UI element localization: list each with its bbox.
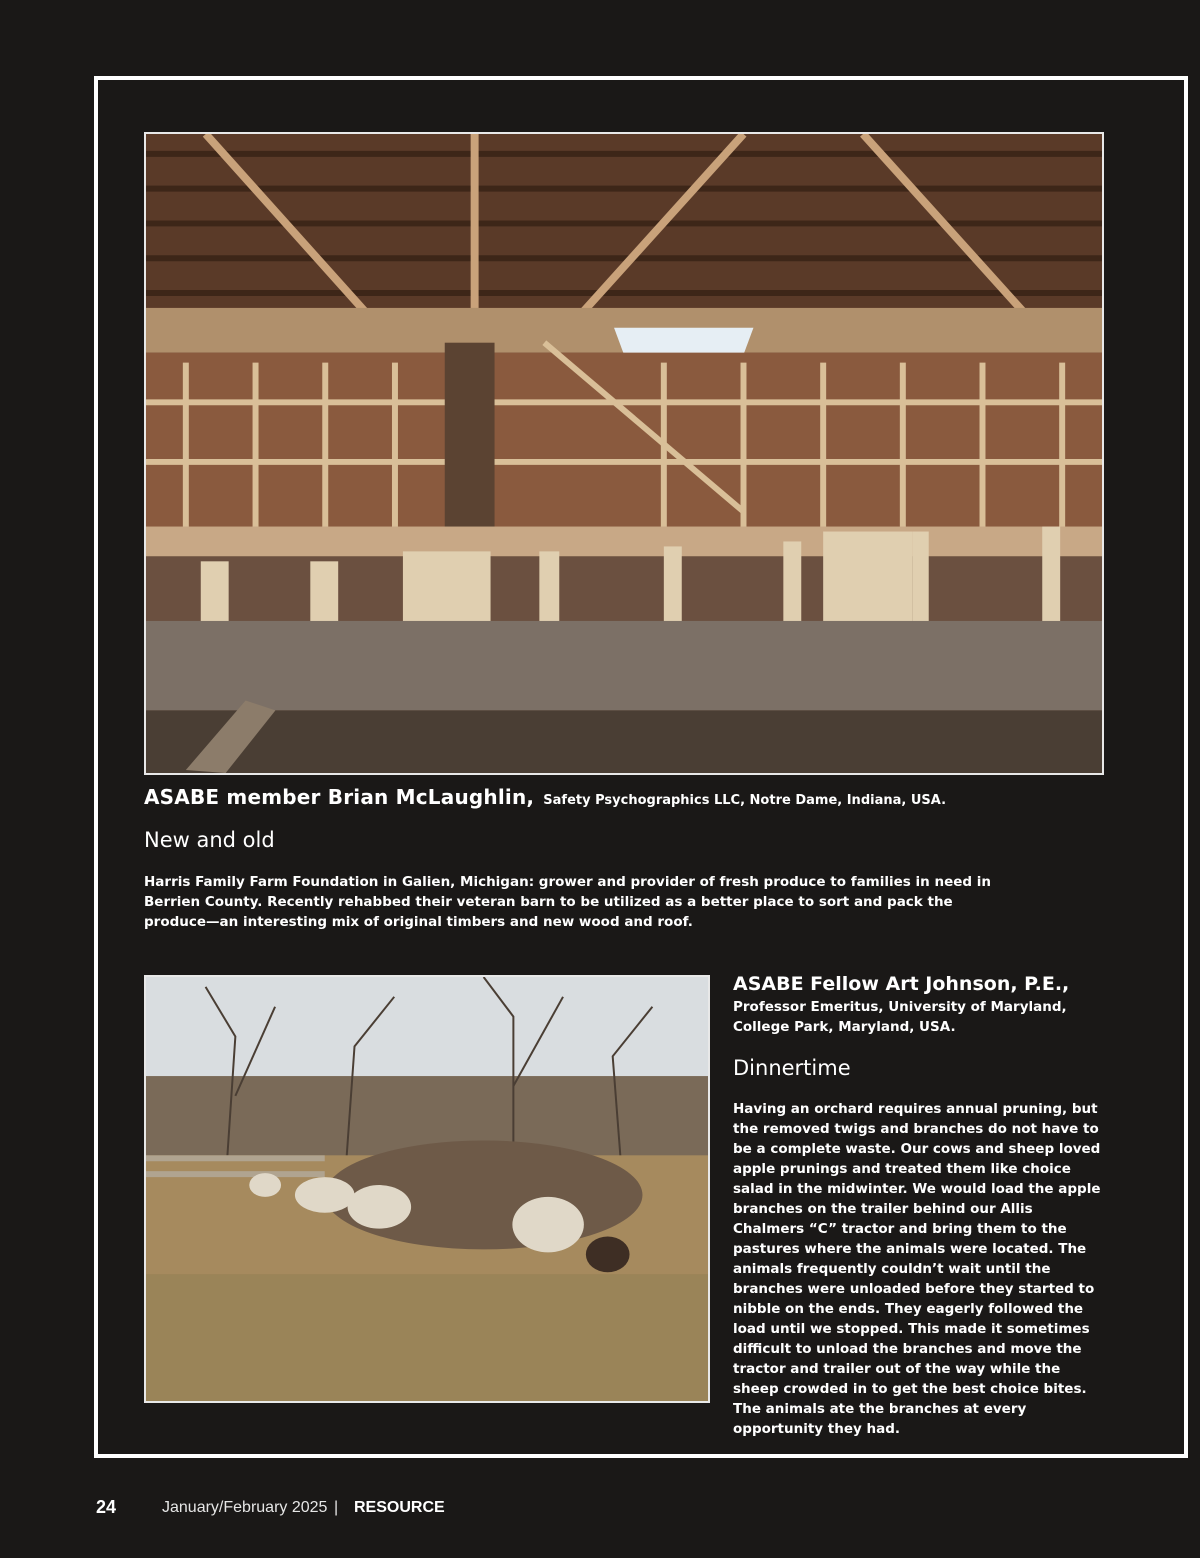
issue-date: January/February 2025 [162, 1499, 328, 1516]
photographer-name: ASABE member Brian McLaughlin, [144, 785, 535, 809]
publication-name: RESOURCE [354, 1499, 445, 1516]
page-number: 24 [96, 1497, 117, 1517]
photographer-affiliation: Professor Emeritus, University of Maryland, College Park, Maryland, USA. [733, 999, 1067, 1035]
photographer-name: ASABE Fellow Art Johnson, P.E., [733, 973, 1070, 995]
entry-title: New and old [144, 828, 275, 852]
entry-description: Harris Family Farm Foundation in Galien, Michigan: grower and provider of fresh produce to families in need in Berrien County. Recently rehabbed their veteran barn to be utilized as a better place to sort and pack the produce—an interesting mix of original timbers and new wood and roof. [144, 874, 991, 930]
photographer-affiliation: Safety Psychographics LLC, Notre Dame, Indiana, USA. [543, 793, 947, 808]
entry-title: Dinnertime [733, 1056, 851, 1080]
photo-credit [144, 785, 1104, 809]
entry-description: Having an orchard requires annual pruning, but the removed twigs and branches do not have to be a complete waste. Our cows and sheep loved apple prunings and treated them like choice salad in the midwinter. We would load the apple branches on the trailer behind our Allis Chalmers “C” tractor and bring them to the pastures where the animals were located. The animals frequently couldn’t wait until the branches were unloaded before they started to nibble on the ends. They eagerly followed the load until we stopped. This made it sometimes difficult to unload the branches and move the tractor and trailer out of the way while the sheep crowded in to get the best choice bites. The animals ate the branches at every opportunity they had. [733, 1101, 1101, 1437]
sheep-pasture-photo [144, 975, 710, 1403]
barn-interior-photo [144, 132, 1104, 775]
footer-separator: | [334, 1499, 339, 1516]
